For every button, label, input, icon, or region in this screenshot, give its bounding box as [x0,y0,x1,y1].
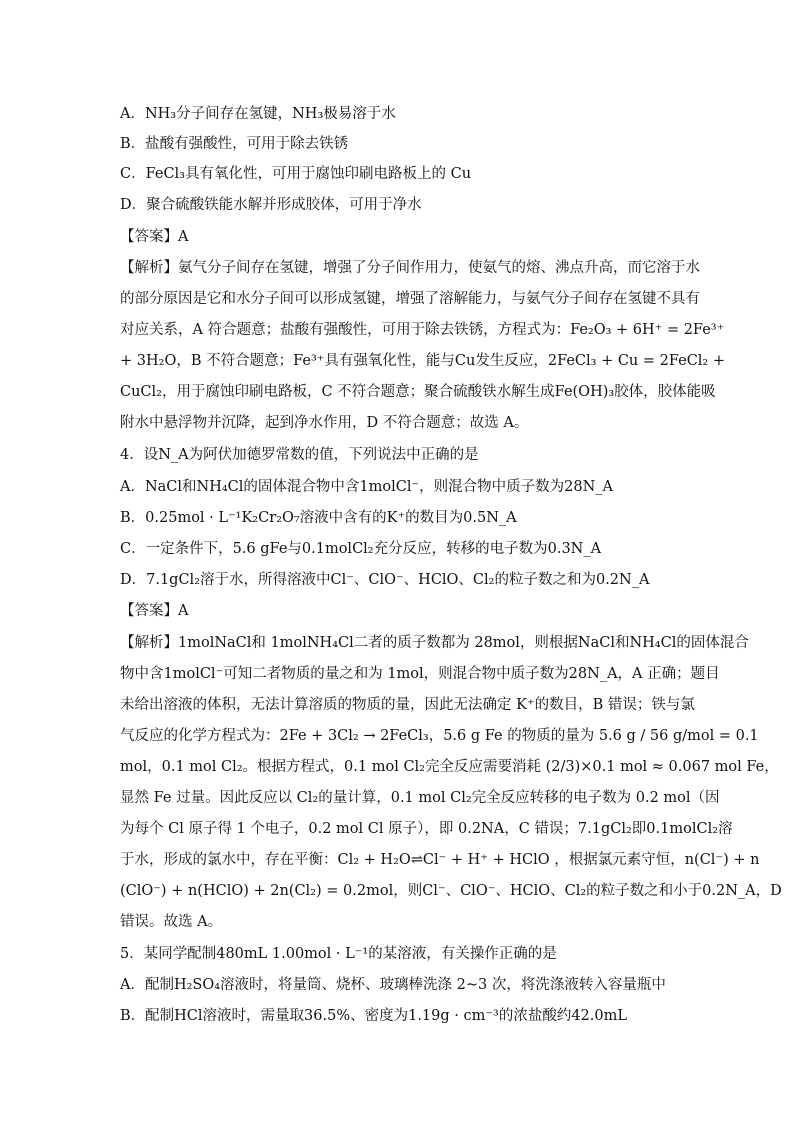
option-b-q3: B．盐酸有强酸性，可用于除去铁锈 [120,136,349,152]
explanation-q4-line: 于水，形成的氯水中，存在平衡：Cl₂ + H₂O⇌Cl⁻ + H⁺ + HClO ，根据氯元素守恒，n(Cl⁻) + n [120,852,760,868]
explanation-q4-line: 为每个 Cl 原子得 1 个电子，0.2 mol Cl 原子），即 0.2NA，C 错误；7.1gCl₂即0.1molCl₂溶 [120,821,733,837]
option-b-q4: B．0.25mol · L⁻¹K₂Cr₂O₇溶液中含有的K⁺的数目为0.5N_A [120,510,517,526]
explanation-q4-line: (ClO⁻) + n(HClO) + 2n(Cl₂) = 0.2mol，则Cl⁻、ClO⁻、HClO、Cl₂的粒子数之和小于0.2N_A，D [120,883,782,899]
answer-q3: 【答案】A [120,229,189,245]
question-5-stem: 5．某同学配制480mL 1.00mol · L⁻¹的某溶液，有关操作正确的是 [120,946,557,962]
explanation-q3-line: + 3H₂O，B 不符合题意；Fe³⁺具有强氧化性，能与Cu发生反应，2FeCl₃ + Cu = 2FeCl₂ + [120,353,726,369]
explanation-q3-line: 【解析】氨气分子间存在氢键，增强了分子间作用力，使氨气的熔、沸点升高，而它溶于水 [120,260,700,276]
explanation-q3-line: 的部分原因是它和水分子间可以形成氢键，增强了溶解能力，与氨气分子间存在氢键不具有 [120,291,700,307]
explanation-q4-line: 错误。故选 A。 [120,914,223,930]
explanation-q4-line: 物中含1molCl⁻可知二者物质的量之和为 1mol，则混合物中质子数为28N_A，A 正确；题目 [120,666,720,682]
option-d-q3: D．聚合硫酸铁能水解并形成胶体，可用于净水 [120,197,422,213]
explanation-q4-line: 气反应的化学方程式为：2Fe + 3Cl₂ → 2FeCl₃，5.6 g Fe 的物质的量为 5.6 g / 56 g/mol = 0.1 [120,728,759,744]
option-a-q3: A．NH₃分子间存在氢键，NH₃极易溶于水 [120,106,396,122]
option-a-q5: A．配制H₂SO₄溶液时，将量筒、烧杯、玻璃棒洗涤 2~3 次，将洗涤液转入容量瓶中 [120,977,666,993]
option-b-q5: B．配制HCl溶液时，需量取36.5%、密度为1.19g · cm⁻³的浓盐酸约42.0mL [120,1008,627,1024]
answer-q4: 【答案】A [120,603,189,619]
explanation-q3-line: 对应关系，A 符合题意；盐酸有强酸性，可用于除去铁锈，方程式为：Fe₂O₃ + 6H⁺ = 2Fe³⁺ [120,322,725,338]
explanation-q3-line: 附水中悬浮物并沉降，起到净水作用，D 不符合题意；故选 A。 [120,415,529,431]
option-d-q4: D．7.1gCl₂溶于水，所得溶液中Cl⁻、ClO⁻、HClO、Cl₂的粒子数之和为0.2N_A [120,572,650,588]
explanation-q3-line: CuCl₂，用于腐蚀印刷电路板，C 不符合题意；聚合硫酸铁水解生成Fe(OH)₃胶体，胶体能吸 [120,384,716,400]
explanation-q4-line: 【解析】1molNaCl和 1molNH₄Cl二者的质子数都为 28mol，则根据NaCl和NH₄Cl的固体混合 [120,635,749,651]
explanation-q4-line: 显然 Fe 过量。因此反应以 Cl₂的量计算，0.1 mol Cl₂完全反应转移的电子数为 0.2 mol（因 [120,790,720,806]
option-c-q3: C．FeCl₃具有氧化性，可用于腐蚀印刷电路板上的 Cu [120,166,472,182]
option-a-q4: A．NaCl和NH₄Cl的固体混合物中含1molCl⁻，则混合物中质子数为28N_A [120,479,613,495]
question-4-stem: 4．设N_A为阿伏加德罗常数的值，下列说法中正确的是 [120,447,479,463]
option-c-q4: C．一定条件下，5.6 gFe与0.1molCl₂充分反应，转移的电子数为0.3N_A [120,541,602,557]
explanation-q4-line: mol，0.1 mol Cl₂。根据方程式，0.1 mol Cl₂完全反应需要消耗 (2/3)×0.1 mol ≈ 0.067 mol Fe， [120,759,779,775]
explanation-q4-line: 未给出溶液的体积，无法计算溶质的物质的量，因此无法确定 K⁺的数目，B 错误；铁与氯 [120,697,695,713]
